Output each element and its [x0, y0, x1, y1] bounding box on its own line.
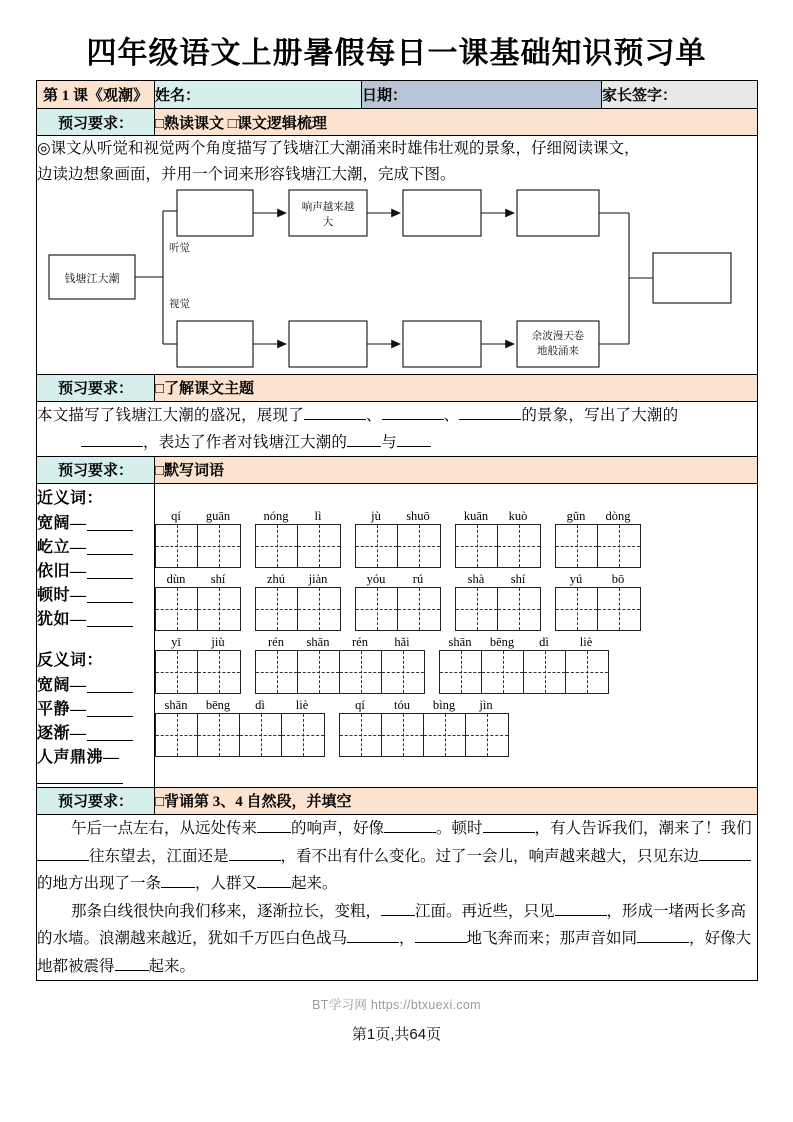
req-label-3: 预习要求：	[37, 456, 155, 483]
tianzige-cell[interactable]	[398, 525, 440, 567]
recite-blank-10[interactable]	[555, 915, 607, 916]
tianzige-cell[interactable]	[398, 588, 440, 630]
tianzige-cell[interactable]	[382, 651, 424, 693]
pinyin-word-group	[439, 635, 609, 694]
antonym-item-4-blank-line	[37, 768, 154, 786]
pinyin-syllable: bō	[611, 572, 625, 587]
pinyin-syllable: yóu	[366, 572, 386, 587]
worksheet-table	[36, 80, 758, 981]
name-cell[interactable]: 姓名：	[155, 81, 362, 109]
tianzige-cell[interactable]	[356, 525, 398, 567]
pinyin-syllable: jiàn	[308, 572, 328, 587]
pinyin-syllable: liè	[579, 635, 593, 650]
pinyin-word-group	[355, 572, 441, 631]
pinyin-labels	[355, 509, 441, 524]
diagram-row	[37, 136, 758, 375]
pinyin-syllable: guān	[205, 509, 231, 524]
pinyin-syllable: kuò	[508, 509, 528, 524]
diagram-bottom-box-4-line2: 地般涌来	[537, 345, 579, 357]
tianzige-cell[interactable]	[340, 714, 382, 756]
recite-section	[37, 814, 758, 980]
tianzige-cell[interactable]	[298, 525, 340, 567]
requirement-row-3	[37, 456, 758, 483]
pinyin-syllable: shān	[164, 698, 188, 713]
tianzige-cell[interactable]	[256, 651, 298, 693]
theme-blank-1[interactable]	[304, 419, 366, 420]
intro-line-1: ◎课文从听觉和视觉两个角度描写了钱塘江大潮涌来时雄伟壮观的景象，仔细阅读课文，	[37, 140, 640, 157]
tianzige-cell[interactable]	[198, 714, 240, 756]
pinyin-syllable: shí	[510, 572, 526, 587]
recite-blank-12[interactable]	[415, 942, 467, 943]
pinyin-labels	[455, 572, 541, 587]
antonym-blank-1[interactable]	[87, 692, 133, 693]
tianzige-box[interactable]	[255, 587, 341, 631]
recite-blank-7[interactable]	[161, 887, 195, 888]
words-row	[37, 483, 758, 787]
tianzige-cell[interactable]	[556, 525, 598, 567]
synonym-label-5: 犹如—	[37, 610, 87, 628]
pinyin-row	[155, 509, 757, 568]
pinyin-syllable: gǔn	[566, 509, 586, 524]
recite-text-2b: 往东望去，江面还是	[89, 847, 229, 865]
tianzige-cell[interactable]	[482, 651, 524, 693]
synonym-item-5	[37, 606, 154, 629]
word-list-gap	[37, 630, 154, 646]
tianzige-box[interactable]	[155, 713, 325, 757]
theme-part-1: 本文描写了钱塘江大潮的盛况，展现了	[37, 406, 304, 424]
recite-text-3b: ，人群又	[195, 875, 258, 893]
tianzige-cell[interactable]	[424, 714, 466, 756]
pinyin-word-group	[155, 572, 241, 631]
antonym-label-4: 人声鼎沸—	[37, 748, 120, 766]
synonym-blank-1[interactable]	[87, 530, 133, 531]
tianzige-cell[interactable]	[256, 588, 298, 630]
tianzige-box[interactable]	[339, 713, 509, 757]
tianzige-box[interactable]	[155, 587, 241, 631]
recite-blank-2[interactable]	[384, 832, 436, 833]
theme-sep-2: 、	[443, 406, 460, 424]
page-title: 四年级语文上册暑假每日一课基础知识预习单	[86, 37, 707, 70]
tianzige-box[interactable]	[455, 524, 541, 568]
parent-signature-cell[interactable]: 家长签字：	[602, 81, 758, 109]
footer-site: BT学习网 https://btxuexi.com	[312, 998, 481, 1013]
pinyin-labels	[355, 572, 441, 587]
tianzige-cell[interactable]	[198, 525, 240, 567]
tianzige-cell[interactable]	[598, 525, 640, 567]
pinyin-syllable: tóu	[394, 698, 410, 713]
recite-blank-3[interactable]	[483, 832, 535, 833]
synonym-blank-3[interactable]	[87, 578, 133, 579]
antonym-label-1: 宽阔—	[37, 676, 87, 694]
pinyin-syllable: bēng	[205, 698, 231, 713]
pinyin-word-group	[455, 572, 541, 631]
recite-text-5d: ，	[689, 930, 705, 948]
pinyin-labels	[255, 509, 341, 524]
pinyin-syllable: qí	[355, 698, 365, 713]
pinyin-syllable: rén	[268, 635, 284, 650]
antonym-item-4	[37, 744, 154, 767]
tianzige-cell[interactable]	[598, 588, 640, 630]
pinyin-labels	[339, 698, 509, 713]
synonym-item-4	[37, 582, 154, 605]
theme-part-2: 的景象，写出了大潮的	[521, 406, 679, 424]
tianzige-cell[interactable]	[498, 525, 540, 567]
pinyin-word-group	[255, 572, 341, 631]
synonym-label-1: 宽阔—	[37, 514, 87, 532]
pinyin-syllable: shuō	[406, 509, 430, 524]
pinyin-word-group	[355, 509, 441, 568]
req-value-1[interactable]: □熟读课文 □课文逻辑梳理	[155, 109, 758, 136]
pinyin-labels	[155, 698, 325, 713]
antonym-blank-4[interactable]	[37, 783, 123, 784]
tianzige-box[interactable]	[439, 650, 609, 694]
pinyin-syllable: shān	[306, 635, 330, 650]
tianzige-cell[interactable]	[524, 651, 566, 693]
tianzige-cell[interactable]	[240, 714, 282, 756]
diagram-branch-bottom-label: 视觉	[169, 298, 190, 310]
recite-row	[37, 814, 758, 980]
pinyin-labels	[255, 635, 425, 650]
antonym-item-3	[37, 720, 154, 743]
requirement-row-2	[37, 374, 758, 401]
synonym-title: 近义词：	[37, 489, 104, 507]
flow-diagram-svg	[37, 189, 737, 371]
pinyin-syllable: jìn	[479, 698, 493, 713]
diagram-root-label: 钱塘江大潮	[64, 272, 120, 285]
tianzige-cell[interactable]	[156, 714, 198, 756]
footer-page-number: 第1页,共64页	[351, 1026, 442, 1044]
pinyin-labels	[439, 635, 609, 650]
pinyin-labels	[255, 572, 341, 587]
theme-blank-4[interactable]	[81, 446, 143, 447]
pinyin-syllable: bēng	[489, 635, 515, 650]
pinyin-word-group	[155, 509, 241, 568]
antonym-title: 反义词：	[37, 651, 104, 669]
theme-sep-1: 、	[365, 406, 382, 424]
antonym-blank-3[interactable]	[87, 740, 133, 741]
tianzige-cell[interactable]	[466, 714, 508, 756]
recite-blank-5[interactable]	[229, 860, 281, 861]
pinyin-word-group	[555, 572, 641, 631]
req-label-4: 预习要求：	[37, 787, 155, 814]
req-label-1: 预习要求：	[37, 109, 155, 136]
tianzige-cell[interactable]	[456, 525, 498, 567]
synonym-label-3: 依旧—	[37, 562, 87, 580]
tianzige-cell[interactable]	[298, 651, 340, 693]
recite-blank-1[interactable]	[257, 832, 291, 833]
tianzige-cell[interactable]	[556, 588, 598, 630]
tianzige-cell[interactable]	[340, 651, 382, 693]
tianzige-box[interactable]	[555, 587, 641, 631]
pinyin-syllable: dòng	[605, 509, 631, 524]
pinyin-syllable: dì	[255, 698, 265, 713]
pinyin-word-group	[255, 635, 425, 694]
synonym-item-1	[37, 510, 154, 533]
tianzige-cell[interactable]	[298, 588, 340, 630]
antonym-label-3: 逐渐—	[37, 724, 87, 742]
tianzige-box[interactable]	[455, 587, 541, 631]
tianzige-cell[interactable]	[382, 714, 424, 756]
pinyin-syllable: shān	[448, 635, 472, 650]
tianzige-box[interactable]	[355, 524, 441, 568]
diagram-top-box-2-line2: 大	[322, 216, 334, 228]
pinyin-grid	[155, 509, 757, 757]
pinyin-grid-column	[155, 483, 758, 787]
tianzige-cell[interactable]	[256, 525, 298, 567]
pinyin-syllable: yī	[171, 635, 181, 650]
theme-part-3: ，表达了作者对钱塘江大潮的	[143, 433, 348, 451]
flow-diagram	[37, 189, 757, 374]
tianzige-cell[interactable]	[156, 651, 198, 693]
antonym-label-2: 平静—	[37, 700, 87, 718]
antonym-item-2	[37, 696, 154, 719]
pinyin-syllable: rén	[352, 635, 368, 650]
pinyin-row	[155, 635, 757, 694]
tianzige-cell[interactable]	[566, 651, 608, 693]
theme-text	[37, 402, 757, 456]
synonym-blank-2[interactable]	[87, 554, 133, 555]
pinyin-syllable: shà	[467, 572, 485, 587]
antonym-blank-2[interactable]	[87, 716, 133, 717]
req-value-4[interactable]: □背诵第 3、4 自然段，并填空	[155, 787, 758, 814]
pinyin-word-group	[555, 509, 641, 568]
recite-text-6a: 好像大地都被震得	[37, 930, 752, 975]
pinyin-syllable: bìng	[432, 698, 456, 713]
pinyin-syllable: hǎi	[394, 635, 410, 650]
theme-part-4: 与	[381, 433, 397, 451]
synonym-label-4: 顿时—	[37, 586, 87, 604]
intro-line-2: 边读边想象画面，并用一个词来形容钱塘江大潮，完成下图。	[37, 166, 456, 184]
tianzige-cell[interactable]	[198, 588, 240, 630]
recite-text-4c: ，形成一堵两长多	[606, 902, 731, 920]
theme-blank-2[interactable]	[382, 419, 444, 420]
recite-text-3a: 的地方出现了一条	[37, 875, 162, 893]
diagram-branch-top-label: 听觉	[169, 242, 190, 254]
recite-text-1d: ，有人告诉我们，潮来了！	[534, 819, 721, 837]
pinyin-syllable: jiù	[211, 635, 225, 650]
pinyin-labels	[155, 635, 241, 650]
pinyin-word-group	[255, 509, 341, 568]
recite-blank-13[interactable]	[637, 942, 689, 943]
theme-blank-6[interactable]	[397, 446, 431, 447]
pinyin-syllable: dì	[539, 635, 549, 650]
pinyin-word-group	[455, 509, 541, 568]
pinyin-word-group	[339, 698, 509, 757]
pinyin-word-group	[155, 635, 241, 694]
pinyin-syllable: rú	[412, 572, 424, 587]
recite-paragraph-2	[37, 898, 757, 981]
theme-section	[37, 401, 758, 456]
synonym-blank-4[interactable]	[87, 602, 133, 603]
recite-text-6b: 起来。	[148, 957, 196, 975]
recite-paragraph-1	[37, 815, 757, 898]
recite-blank-6[interactable]	[699, 860, 751, 861]
pinyin-syllable: dùn	[166, 572, 186, 587]
synonym-blank-5[interactable]	[87, 626, 133, 627]
theme-blank-3[interactable]	[459, 419, 521, 420]
pinyin-row	[155, 572, 757, 631]
recite-text-1a: 午后一点左右，从远处传来	[71, 819, 258, 837]
recite-text-5c: 地飞奔而来；那声音如同	[466, 930, 638, 948]
antonym-item-1	[37, 672, 154, 695]
recite-text-3c: 起来。	[291, 875, 338, 893]
tianzige-cell[interactable]	[282, 714, 324, 756]
requirement-row-1	[37, 109, 758, 136]
tianzige-box[interactable]	[155, 524, 241, 568]
recite-text-2a: 我们	[720, 819, 752, 837]
pinyin-labels	[155, 572, 241, 587]
synonym-item-3	[37, 558, 154, 581]
diagram-section	[37, 136, 758, 375]
recite-text-5a: 高的水墙。浪潮越来越近，犹如千万匹白色战马	[37, 902, 747, 948]
recite-blank-14[interactable]	[115, 970, 149, 971]
recite-text-4a: 那条白线很快向我们移来，逐渐拉长，变粗，	[71, 902, 382, 920]
pinyin-labels	[455, 509, 541, 524]
recite-text-1b: 的响声，好像	[291, 819, 385, 837]
tianzige-box[interactable]	[255, 524, 341, 568]
req-value-3[interactable]: □默写词语	[155, 456, 758, 483]
date-cell[interactable]: 日期：	[362, 81, 602, 109]
recite-text-5b: ，	[399, 930, 415, 948]
req-label-2: 预习要求：	[37, 374, 155, 401]
diagram-top-box-2-line1: 响声越来越	[301, 201, 355, 213]
recite-text-1c: 。顿时	[436, 819, 483, 837]
pinyin-row	[155, 698, 757, 757]
recite-text-2c: ，看不出有什么变化。过了一会儿，响声越来越大，只见东边	[280, 847, 700, 865]
synonym-label-2: 屹立—	[37, 538, 87, 556]
pinyin-word-group	[155, 698, 325, 757]
tianzige-box[interactable]	[255, 650, 425, 694]
tianzige-cell[interactable]	[156, 525, 198, 567]
tianzige-box[interactable]	[355, 587, 441, 631]
pinyin-labels	[155, 509, 241, 524]
tianzige-box[interactable]	[555, 524, 641, 568]
pinyin-labels	[555, 572, 641, 587]
pinyin-labels	[555, 509, 641, 524]
pinyin-syllable: lì	[314, 509, 322, 524]
tianzige-cell[interactable]	[440, 651, 482, 693]
synonym-item-2	[37, 534, 154, 557]
lesson-cell: 第 1 课《观潮》	[37, 81, 155, 109]
pinyin-syllable: jù	[371, 509, 381, 524]
diagram-bottom-box-4-line1: 余波漫天卷	[531, 330, 585, 342]
theme-row	[37, 401, 758, 456]
recite-blank-8[interactable]	[257, 887, 291, 888]
tianzige-cell[interactable]	[356, 588, 398, 630]
recite-blank-11[interactable]	[347, 942, 399, 943]
req-value-2[interactable]: □了解课文主题	[155, 374, 758, 401]
pinyin-syllable: nóng	[263, 509, 289, 524]
tianzige-cell[interactable]	[498, 588, 540, 630]
recite-text-4b: 江面。再近些，只见	[415, 902, 555, 920]
pinyin-syllable: yú	[569, 572, 583, 587]
header-row	[37, 81, 758, 109]
pinyin-syllable: kuān	[463, 509, 489, 524]
requirement-row-4	[37, 787, 758, 814]
pinyin-syllable: qí	[171, 509, 181, 524]
tianzige-cell[interactable]	[456, 588, 498, 630]
pinyin-syllable: zhú	[266, 572, 286, 587]
pinyin-syllable: liè	[295, 698, 309, 713]
theme-blank-5[interactable]	[347, 446, 381, 447]
pinyin-syllable: shí	[210, 572, 226, 587]
tianzige-cell[interactable]	[156, 588, 198, 630]
recite-blank-9[interactable]	[381, 915, 415, 916]
word-list-column	[37, 483, 155, 787]
recite-blank-4[interactable]	[37, 860, 89, 861]
tianzige-box[interactable]	[155, 650, 241, 694]
tianzige-cell[interactable]	[198, 651, 240, 693]
